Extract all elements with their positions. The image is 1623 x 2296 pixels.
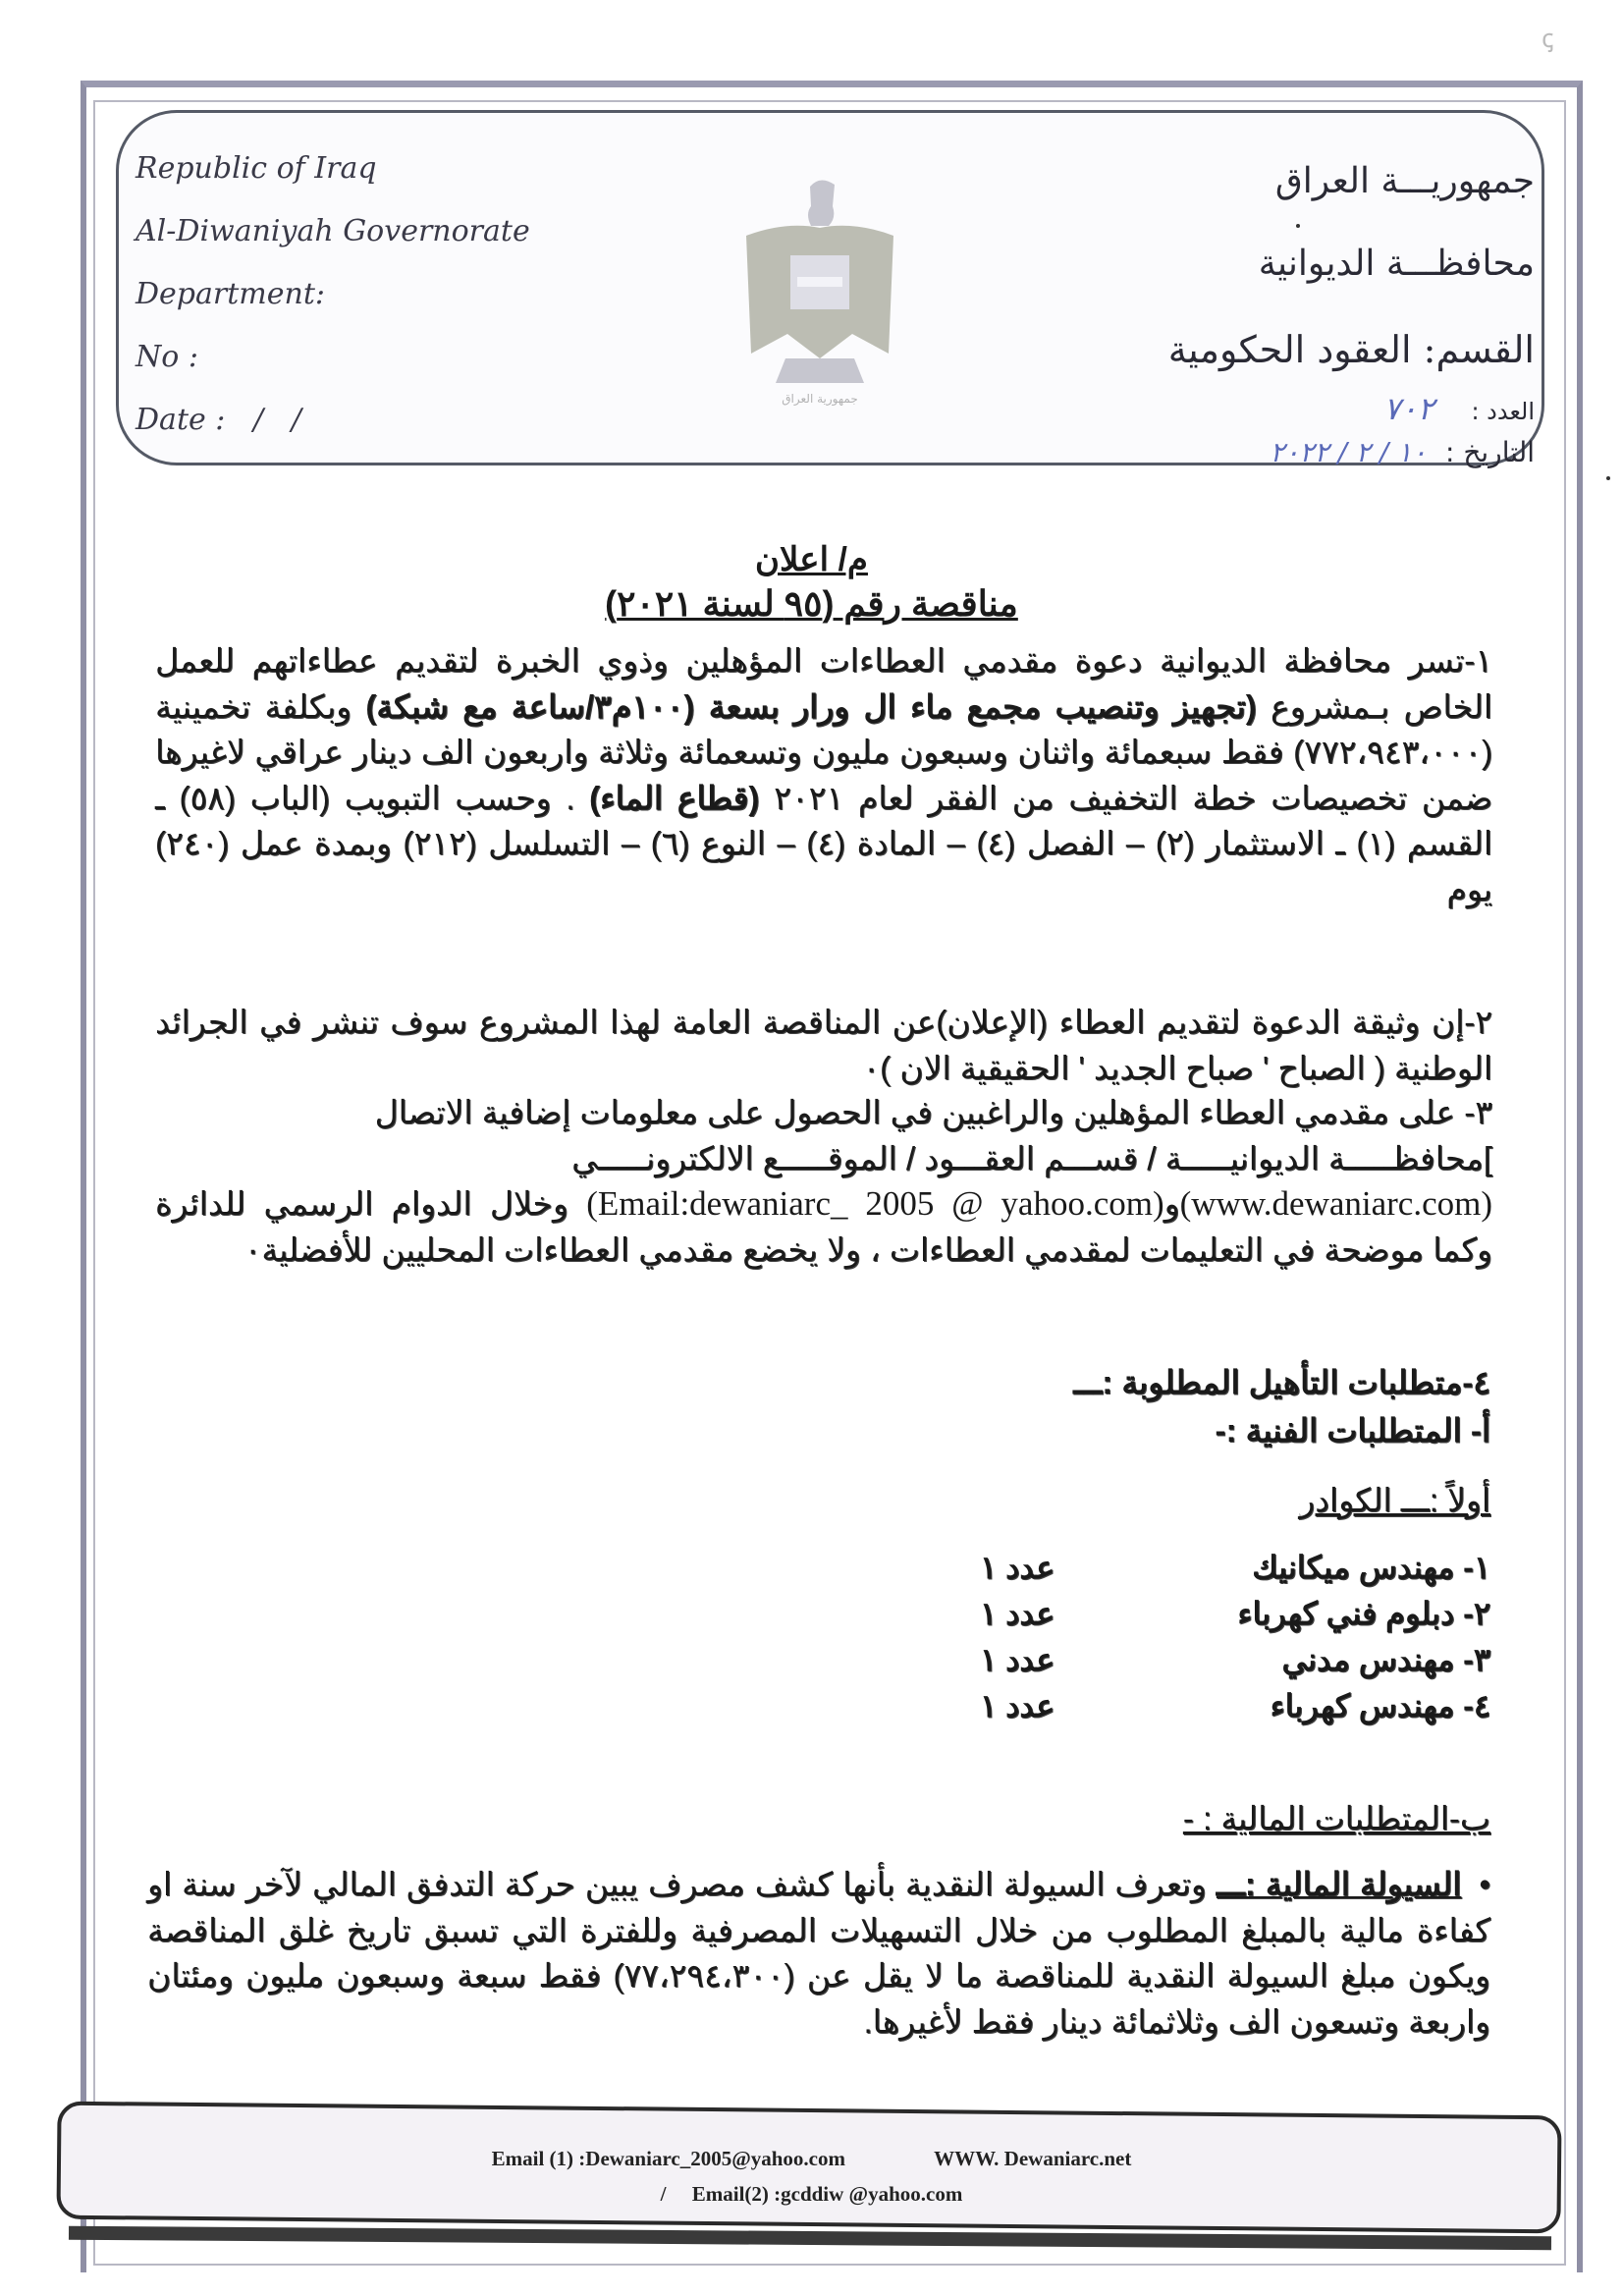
footer-email-1[interactable]: Email (1) :Dewaniarc_2005@yahoo.com: [491, 2147, 845, 2170]
scan-speck: [1606, 476, 1610, 480]
staff-role: ١- مهندس ميكانيك: [1252, 1550, 1490, 1585]
paragraph-3: [155, 1090, 1492, 1273]
announcement-title: [0, 538, 1623, 627]
english-number-label: No :: [135, 340, 198, 374]
staff-row: [980, 1683, 1490, 1729]
project-name: (تجهيز وتنصيب مجمع ماء ال ورار بسعة (١٠٠م٣/ساعة مع شبكة): [365, 687, 1257, 725]
staff-row: [980, 1545, 1490, 1591]
english-governorate: Al-Diwaniyah Governorate: [135, 214, 530, 248]
english-country: Republic of Iraq: [135, 151, 377, 186]
paragraph-3-line-2: ]محافظـــــة الديوانيـــــة / قســـم العقـــود / الموقـــــع الالكترونـــــي: [571, 1139, 1492, 1176]
arabic-governorate: محافظـــة الديوانية: [1258, 244, 1535, 284]
handwritten-date: ١٠ / ٢ / ٢٠٢٢: [1270, 436, 1428, 468]
sector: (قطاع الماء): [589, 779, 760, 816]
staff-count: عدد ١: [980, 1642, 1055, 1677]
email-link[interactable]: (Email:dewaniarc_ 2005 @ yahoo.com): [586, 1184, 1164, 1223]
paragraph-1: [155, 638, 1492, 912]
website-link[interactable]: (www.dewaniarc.com): [1179, 1184, 1492, 1223]
staff-role: ٤- مهندس كهرباء: [1270, 1688, 1490, 1723]
staff-count: عدد ١: [980, 1688, 1055, 1723]
paragraph-3-rest: وخلال الدوام الرسمي للدائرة وكما موضحة في التعليمات لمقدمي العطاءات ، ولا يخضع مقدمي العطاءات المحليين للأفضلية٠: [155, 1185, 1492, 1268]
technical-requirements-heading: أ- المتطلبات الفنية :-: [1215, 1412, 1490, 1449]
liquidity-text: وتعرف السيولة النقدية بأنها كشف مصرف يبين حركة التدفق المالي لآخر سنة او كفاءة مالية بالمبلغ المطلوب من خلال التسهيلات المصرفية وللفترة التي تسبق تاريخ غلق المناقصة ويكون مبلغ السيولة النقدية للمناقصة ما لا يقل عن (٧٧،٢٩٤،٣٠٠) فقط سبعة وسبعون مليون ومئتان واربعة وتسعون الف وثلاثمائة دينار فقط لأغيرها.: [147, 1866, 1490, 2040]
staff-row: [980, 1591, 1490, 1637]
staff-role: ٢- دبلوم فني كهرباء: [1237, 1596, 1490, 1631]
staff-role: ٣- مهندس مدني: [1281, 1642, 1490, 1677]
letterhead-english: [135, 137, 530, 452]
title-line-2: مناقصة رقم (٩٥ لسنة ٢٠٢١): [605, 583, 1018, 624]
arabic-date-label: التاريخ :: [1444, 436, 1535, 468]
staff-list: [980, 1545, 1490, 1729]
estimated-cost: وبكلفة تخمينية (٧٧٢،٩٤٣،٠٠٠) فقط سبعمائة واثنان وسبعون مليون وتسعمائة وثلاثة واربعون الف دينار عراقي لاغيرها ضمن تخصيصات خطة التخفيف من الفقر لعام ٢٠٢١: [155, 687, 1493, 816]
paragraph-2: [155, 1000, 1492, 1091]
and-connector: و: [1163, 1185, 1180, 1222]
paragraph-2-text: ٢-إن وثيقة الدعوة لتقديم العطاء (الإعلان)عن المناقصة العامة لهذا المشروع سوف تنشر في الجرائد الوطنية ( الصباح ' صباح الجديد ' الحقيقية الان )٠: [155, 1004, 1492, 1086]
title-line-1: م/ اعلان: [755, 541, 868, 578]
staff-count: عدد ١: [980, 1550, 1055, 1585]
scan-speck: [1296, 224, 1300, 228]
iraq-eagle-emblem-icon: [727, 167, 913, 412]
paragraph-1-intro: ١-تسر محافظة الديوانية دعوة مقدمي العطاءات المؤهلين وذوي الخبرة لتقديم عطاءاتهم للعمل الخاص بـمشروع: [155, 642, 1492, 725]
bullet-icon: •: [1479, 1866, 1490, 1902]
letterhead-arabic: [1168, 145, 1535, 477]
scan-mark: ꞔ: [1542, 25, 1554, 54]
liquidity-label: السيولة المالية :ـــ: [1216, 1866, 1462, 1902]
emblem-caption: جمهورية العراق: [782, 392, 858, 406]
financial-requirements-heading: ب-المتطلبات المالية : -: [1182, 1800, 1490, 1836]
english-date-label: Date : / /: [135, 403, 301, 437]
handwritten-number: ٧٠٢: [1383, 390, 1434, 427]
arabic-number-label: العدد :: [1471, 398, 1535, 425]
staff-count: عدد ١: [980, 1596, 1055, 1631]
footer-contacts: [0, 2141, 1623, 2212]
footer-separator: /: [660, 2182, 667, 2206]
liquidity-paragraph: [147, 1862, 1490, 2045]
english-department-label: Department:: [135, 277, 325, 311]
cadres-heading: أولاً :ـــ الكوادر: [1299, 1482, 1490, 1518]
budget-classification: . وحسب التبويب (الباب (٥٨) ـ القسم (١) ـ الاستثمار (٢) – الفصل (٤) – المادة (٤) – النوع (٦) – التسلسل (٢١٢) وبمدة عمل (٢٤٠) يوم: [155, 779, 1493, 907]
arabic-country: جمهوريـــة العراق: [1274, 161, 1535, 201]
arabic-date-row: [1168, 428, 1535, 477]
arabic-number-row: [1168, 389, 1535, 428]
qualification-heading: ٤-متطلبات التأهيل المطلوبة :ـــ: [1073, 1364, 1490, 1400]
footer-email-2[interactable]: Email(2) :gcddiw @yahoo.com: [691, 2182, 963, 2206]
paragraph-3-line-1: ٣- على مقدمي العطاء المؤهلين والراغبين في الحصول على معلومات إضافية الاتصال: [374, 1094, 1492, 1130]
arabic-department: القسم: العقود الحكومية: [1167, 328, 1535, 371]
footer-website[interactable]: WWW. Dewaniarc.net: [934, 2147, 1132, 2170]
staff-row: [980, 1637, 1490, 1683]
